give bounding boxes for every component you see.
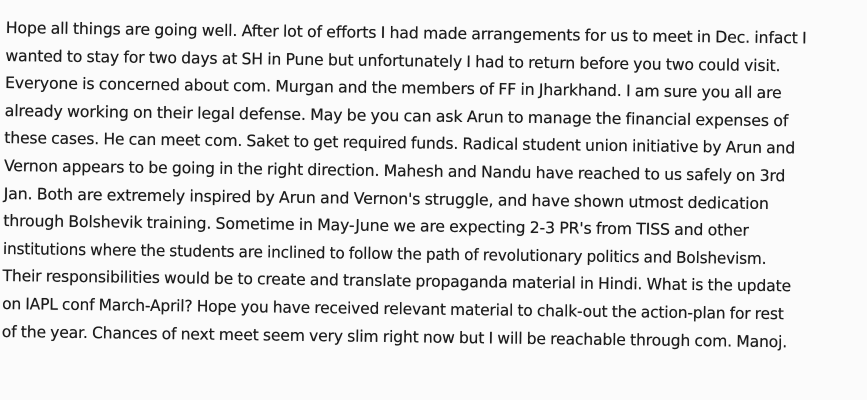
letter-line-3: Everyone is concerned about com. Murgan and the members of FF in Jharkhand. I am sure you all are <box>4 73 782 103</box>
letter-line-4: already working on their legal defense. May be you can ask Arun to manage the financial expenses of <box>4 100 789 131</box>
letter-line-7: Jan. Both are extremely inspired by Arun and Vernon's struggle, and have shown utmost dedication <box>3 183 769 213</box>
letter-line-5: these cases. He can meet com. Saket to get required funds. Radical student union initiative by Arun and <box>4 128 796 158</box>
letter-line-12: of the year. Chances of next meet seem very slim right now but I will be reachable through com. Manoj. <box>1 321 788 351</box>
letter-body <box>2 14 866 356</box>
letter-line-6: Vernon appears to be going in the right direction. Mahesh and Nandu have reached to us safely on 3rd <box>3 155 786 186</box>
letter-line-9: institutions where the students are inclined to follow the path of revolutionary politics and Bolshevism. <box>2 238 767 268</box>
letter-line-1: Hope all things are going well. After lot of efforts I had made arrangements for us to meet in Dec. infact I <box>5 17 807 48</box>
letter-line-10: Their responsibilities would be to create and translate propaganda material in Hindi. What is the update <box>2 266 792 296</box>
letter-line-8: through Bolshevik training. Sometime in May-June we are expecting 2-3 PR's from TISS and other <box>3 211 749 240</box>
letter-line-2: wanted to stay for two days at SH in Pune but unfortunately I had to return before you two could visit. <box>5 45 781 75</box>
letter-line-11: on IAPL conf March-April? Hope you have received relevant material to chalk-out the action-plan for rest <box>2 293 784 324</box>
